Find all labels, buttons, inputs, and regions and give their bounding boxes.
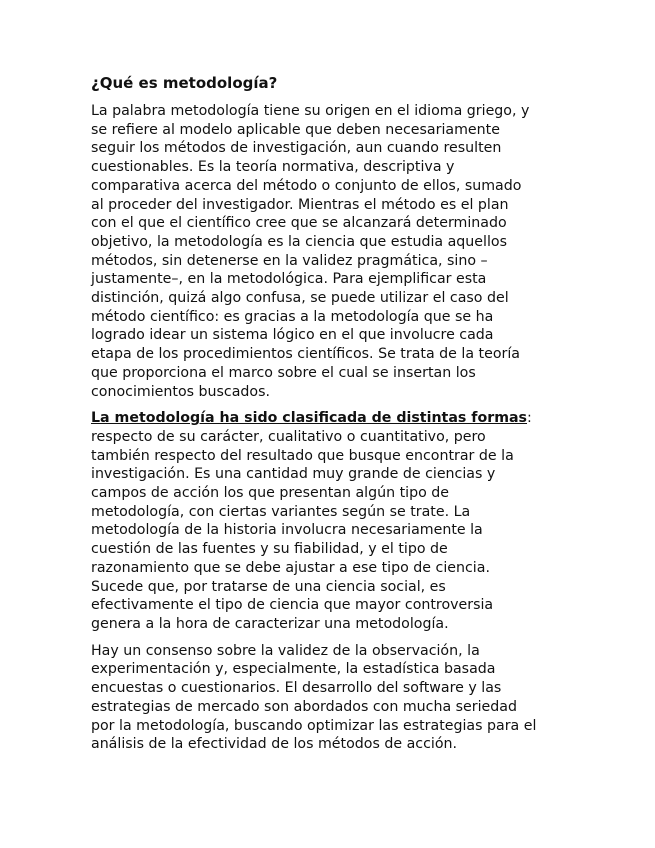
paragraph-1-line: con el que el científico cree que se alcanzará determinado <box>91 215 507 232</box>
paragraph-1-line: se refiere al modelo aplicable que deben necesariamente <box>91 121 500 138</box>
document-page <box>91 73 566 762</box>
paragraph-2-heading-line <box>91 409 566 428</box>
paragraph-2-line: metodología, con ciertas variantes según se trate. La <box>91 503 471 520</box>
paragraph-1-line: logrado idear un sistema lógico en el que involucre cada <box>91 327 494 344</box>
paragraph-2-line: razonamiento que se debe ajustar a ese tipo de ciencia. <box>91 559 490 576</box>
paragraph-2-line: también respecto del resultado que busque encontrar de la <box>91 447 514 464</box>
paragraph-3-line: experimentación y, especialmente, la estadística basada <box>91 661 496 678</box>
paragraph-2-line: investigación. Es una cantidad muy grande de ciencias y <box>91 466 496 483</box>
paragraph-3 <box>91 642 566 754</box>
paragraph-1 <box>91 102 566 401</box>
paragraph-2-line: metodología de la historia involucra necesariamente la <box>91 522 483 539</box>
paragraph-1-line: comparativa acerca del método o conjunto de ellos, sumado <box>91 177 522 194</box>
paragraph-1-line: etapa de los procedimientos científicos. Se trata de la teoría <box>91 346 520 363</box>
paragraph-2-line: cuestión de las fuentes y su fiabilidad, y el tipo de <box>91 541 448 558</box>
paragraph-2-line: genera a la hora de caracterizar una metodología. <box>91 615 449 632</box>
paragraph-3-line: encuestas o cuestionarios. El desarrollo del software y las <box>91 680 502 697</box>
paragraph-2 <box>91 409 566 633</box>
paragraph-2-line: campos de acción los que presentan algún tipo de <box>91 485 450 502</box>
paragraph-2-heading: La metodología ha sido clasificada de distintas formas <box>91 410 528 427</box>
paragraph-1-line: cuestionables. Es la teoría normativa, descriptiva y <box>91 159 455 176</box>
paragraph-1-line: método científico: es gracias a la metodología que se ha <box>91 308 494 325</box>
paragraph-1-line: al proceder del investigador. Mientras el método es el plan <box>91 196 509 213</box>
paragraph-3-line: análisis de la efectividad de los métodos de acción. <box>91 736 458 753</box>
paragraph-3-line: por la metodología, buscando optimizar las estrategias para el <box>91 717 537 734</box>
paragraph-3-line: estrategias de mercado son abordados con mucha seriedad <box>91 698 517 715</box>
document-title: ¿Qué es metodología? <box>91 74 278 92</box>
paragraph-2-heading-suffix: : <box>527 410 532 427</box>
paragraph-3-line: Hay un consenso sobre la validez de la observación, la <box>91 642 480 659</box>
paragraph-1-line: seguir los métodos de investigación, aun cuando resulten <box>91 140 502 157</box>
paragraph-1-line: justamente–, en la metodológica. Para ejemplificar esta <box>91 271 487 288</box>
paragraph-1-line: métodos, sin detenerse en la validez pragmática, sino – <box>91 252 488 269</box>
paragraph-1-line: La palabra metodología tiene su origen en el idioma griego, y <box>91 103 530 119</box>
paragraph-1-line: conocimientos buscados. <box>91 383 270 400</box>
paragraph-2-line: respecto de su carácter, cualitativo o cuantitativo, pero <box>91 428 486 445</box>
paragraph-2-line: efectivamente el tipo de ciencia que mayor controversia <box>91 597 494 614</box>
paragraph-2-line: Sucede que, por tratarse de una ciencia social, es <box>91 578 446 595</box>
paragraph-1-line: que proporciona el marco sobre el cual se insertan los <box>91 364 476 381</box>
paragraph-1-line: distinción, quizá algo confusa, se puede utilizar el caso del <box>91 290 509 307</box>
paragraph-1-line: objetivo, la metodología es la ciencia que estudia aquellos <box>91 233 507 250</box>
